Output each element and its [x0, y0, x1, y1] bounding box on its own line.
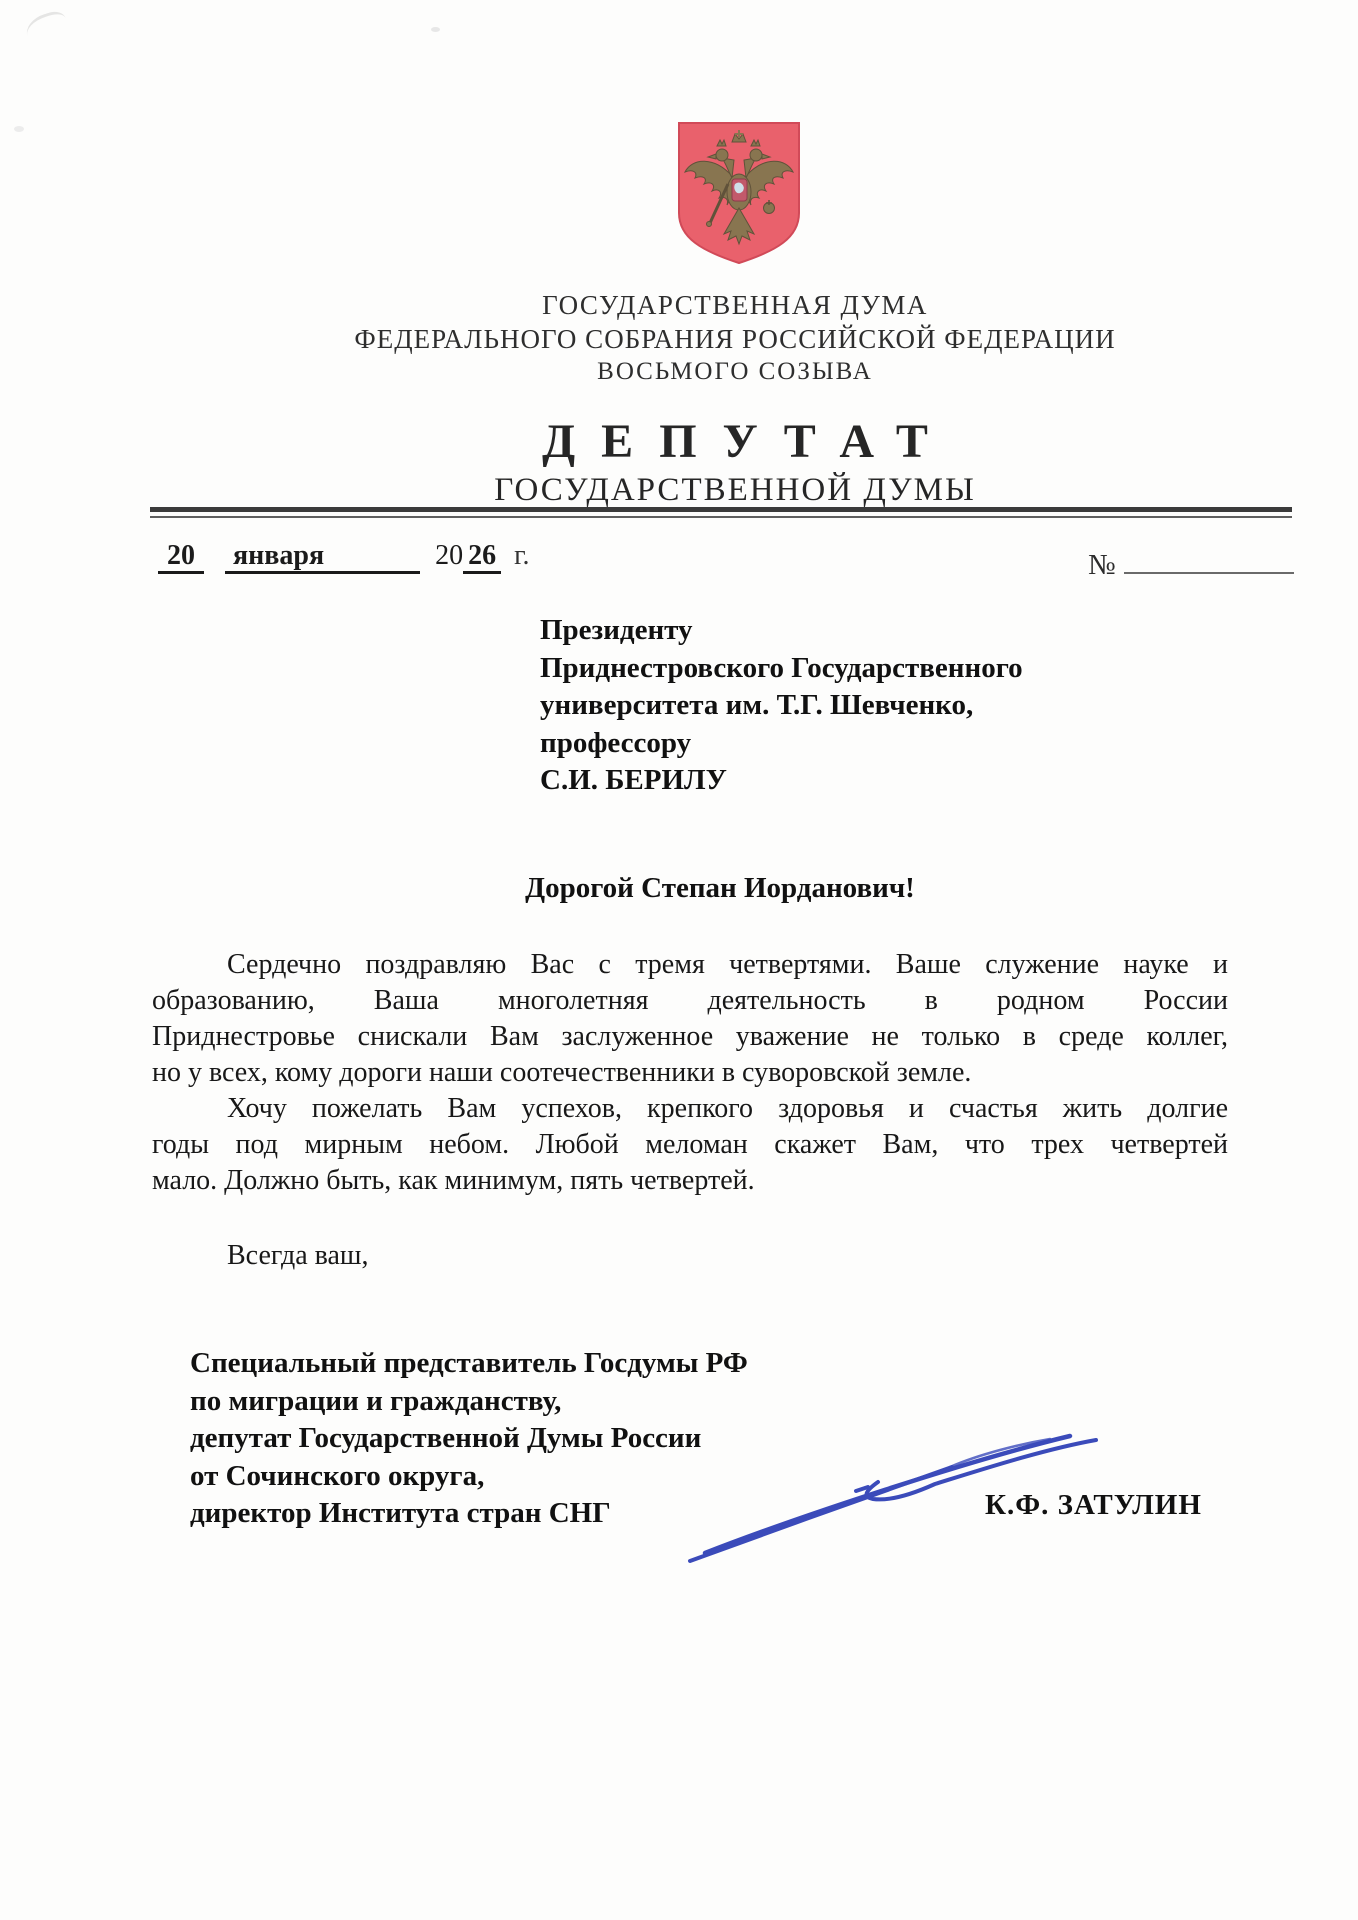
signer-position-line: депутат Государственной Думы России [190, 1422, 702, 1454]
signer-position-line: от Сочинского округа, [190, 1459, 485, 1492]
date-year-prefix: 20 [435, 540, 464, 571]
body-line: мало. Должно быть, как минимум, пять четвертей. [152, 1165, 755, 1196]
org-name-line1: ГОСУДАРСТВЕННАЯ ДУМА [542, 290, 928, 320]
letter-body [152, 947, 1228, 1199]
document-number-line [1088, 544, 1294, 582]
number-sign: № [1088, 549, 1116, 581]
addressee-block [540, 612, 1023, 800]
addressee-line: Президенту [540, 614, 693, 646]
date-era: г. [514, 540, 530, 571]
salutation: Дорогой Степан Иорданович! [525, 872, 915, 904]
date-line [158, 540, 529, 572]
letterhead-divider-rule [150, 507, 1292, 518]
org-name-line3: ВОСЬМОГО СОЗЫВА [597, 358, 873, 385]
body-line: но у всех, кому дороги наши соотечественники в суворовской земле. [152, 1057, 972, 1088]
body-line: Хочу пожелать Вам успехов, крепкого здоровья и счастья жить долгие [227, 1093, 1228, 1124]
date-month: января [225, 540, 420, 574]
body-line: Приднестровье снискали Вам заслуженное уважение не только в среде коллег, [152, 1021, 1228, 1052]
scan-artifact [14, 126, 24, 132]
body-line: годы под мирным небом. Любой меломан скажет Вам, что трех четвертей [152, 1129, 1228, 1160]
scan-artifact [431, 27, 440, 32]
number-blank-underline [1124, 544, 1294, 574]
russia-coat-of-arms-icon [672, 116, 806, 266]
addressee-line: С.И. БЕРИЛУ [540, 764, 727, 796]
signer-position-line: по миграции и гражданству, [190, 1384, 562, 1417]
signer-position-line: директор Института стран СНГ [190, 1497, 611, 1529]
letterhead-title: ДЕПУТАТ [542, 415, 954, 468]
signer-position-line: Специальный представитель Госдумы РФ [190, 1347, 748, 1379]
closing-phrase: Всегда ваш, [227, 1240, 369, 1271]
addressee-line: университета им. Т.Г. Шевченко, [540, 689, 974, 721]
body-line: Сердечно поздравляю Вас с тремя четвертями. Ваше служение науке и [227, 949, 1228, 980]
signer-name: К.Ф. ЗАТУЛИН [985, 1489, 1202, 1521]
scan-artifact [23, 8, 72, 49]
org-name-line2: ФЕДЕРАЛЬНОГО СОБРАНИЯ РОССИЙСКОЙ ФЕДЕРАЦИИ [354, 324, 1116, 354]
date-day: 20 [158, 540, 204, 574]
date-year: 26 [463, 540, 501, 574]
body-line: образованию, Ваша многолетняя деятельность в родном России [152, 985, 1228, 1016]
addressee-line: профессору [540, 726, 692, 759]
letterhead-subtitle: ГОСУДАРСТВЕННОЙ ДУМЫ [494, 472, 976, 508]
addressee-line: Приднестровского Государственного [540, 651, 1023, 684]
